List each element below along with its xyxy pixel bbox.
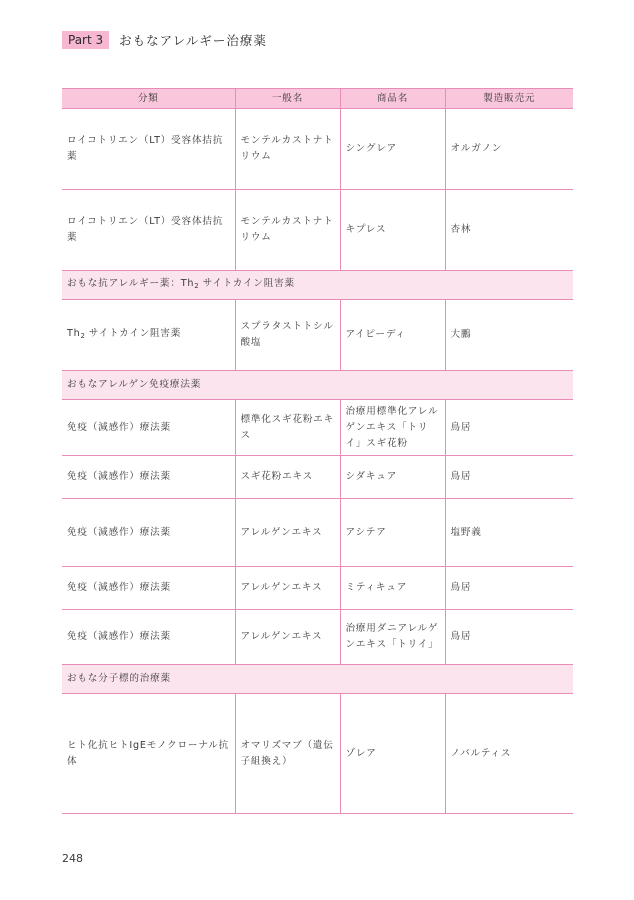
cell-product-name: アイピーディ — [340, 300, 445, 371]
cell-category: ロイコトリエン（LT）受容体拮抗薬 — [62, 109, 235, 190]
cell-generic-name: アレルゲンエキス — [235, 567, 340, 610]
page-number: 248 — [62, 852, 83, 865]
cell-manufacturer: ノバルティス — [445, 694, 573, 814]
table-row — [62, 610, 573, 665]
part-badge: Part 3 — [62, 31, 109, 49]
cell-manufacturer: 大鵬 — [445, 300, 573, 371]
table-row — [62, 400, 573, 456]
cell-category: 免疫（減感作）療法薬 — [62, 610, 235, 665]
column-header-category: 分類 — [62, 89, 235, 109]
cell-manufacturer: 塩野義 — [445, 499, 573, 567]
cell-category: ヒト化抗ヒトIgEモノクローナル抗体 — [62, 694, 235, 814]
cell-category — [62, 300, 235, 371]
cell-generic-name: モンテルカストナトリウム — [235, 109, 340, 190]
table-header-row — [62, 89, 573, 109]
column-header-manufacturer: 製造販売元 — [445, 89, 573, 109]
section-prefix: おもな抗アレルギー薬：Th — [67, 278, 195, 289]
section-label-antiallergy — [62, 271, 573, 300]
cell-category: 免疫（減感作）療法薬 — [62, 499, 235, 567]
cell-generic-name: モンテルカストナトリウム — [235, 190, 340, 271]
cell-manufacturer: 杏林 — [445, 190, 573, 271]
cell-product-name: 治療用標準化アレルゲンエキス「トリイ」スギ花粉 — [340, 400, 445, 456]
column-header-product-name: 商品名 — [340, 89, 445, 109]
cell-category: 免疫（減感作）療法薬 — [62, 400, 235, 456]
section-row — [62, 271, 573, 300]
cell-product-name: シングレア — [340, 109, 445, 190]
section-subscript: 2 — [194, 282, 199, 290]
chapter-title: おもなアレルギー治療薬 — [119, 33, 267, 48]
table-row — [62, 300, 573, 371]
cell-category: 免疫（減感作）療法薬 — [62, 567, 235, 610]
cell-generic-name: 標準化スギ花粉エキス — [235, 400, 340, 456]
table-row — [62, 499, 573, 567]
th2-suffix: サイトカイン阻害薬 — [88, 328, 182, 339]
drug-table — [62, 88, 573, 814]
cell-manufacturer: 鳥居 — [445, 610, 573, 665]
cell-product-name: キプレス — [340, 190, 445, 271]
table-row — [62, 694, 573, 814]
column-header-generic-name: 一般名 — [235, 89, 340, 109]
table-row — [62, 190, 573, 271]
cell-generic-name: アレルゲンエキス — [235, 499, 340, 567]
section-label-immunotherapy: おもなアレルゲン免疫療法薬 — [62, 371, 573, 400]
cell-category: 免疫（減感作）療法薬 — [62, 456, 235, 499]
section-suffix: サイトカイン阻害薬 — [202, 278, 295, 289]
cell-product-name: 治療用ダニアレルゲンエキス「トリイ」 — [340, 610, 445, 665]
section-label-molecular-targeted: おもな分子標的治療薬 — [62, 665, 573, 694]
cell-generic-name: スプラタストトシル酸塩 — [235, 300, 340, 371]
section-row — [62, 371, 573, 400]
section-row — [62, 665, 573, 694]
cell-manufacturer: 鳥居 — [445, 567, 573, 610]
page-header — [62, 30, 267, 50]
cell-category: ロイコトリエン（LT）受容体拮抗薬 — [62, 190, 235, 271]
cell-manufacturer: オルガノン — [445, 109, 573, 190]
th2-subscript: 2 — [80, 332, 86, 340]
cell-product-name: ミティキュア — [340, 567, 445, 610]
cell-generic-name: アレルゲンエキス — [235, 610, 340, 665]
table-row — [62, 456, 573, 499]
table-row — [62, 567, 573, 610]
cell-manufacturer: 鳥居 — [445, 456, 573, 499]
cell-product-name: シダキュア — [340, 456, 445, 499]
cell-manufacturer: 鳥居 — [445, 400, 573, 456]
cell-product-name: ゾレア — [340, 694, 445, 814]
table-row — [62, 109, 573, 190]
cell-product-name: アシテア — [340, 499, 445, 567]
cell-generic-name: スギ花粉エキス — [235, 456, 340, 499]
th2-prefix: Th — [67, 328, 81, 339]
cell-generic-name: オマリズマブ（遺伝子組換え） — [235, 694, 340, 814]
